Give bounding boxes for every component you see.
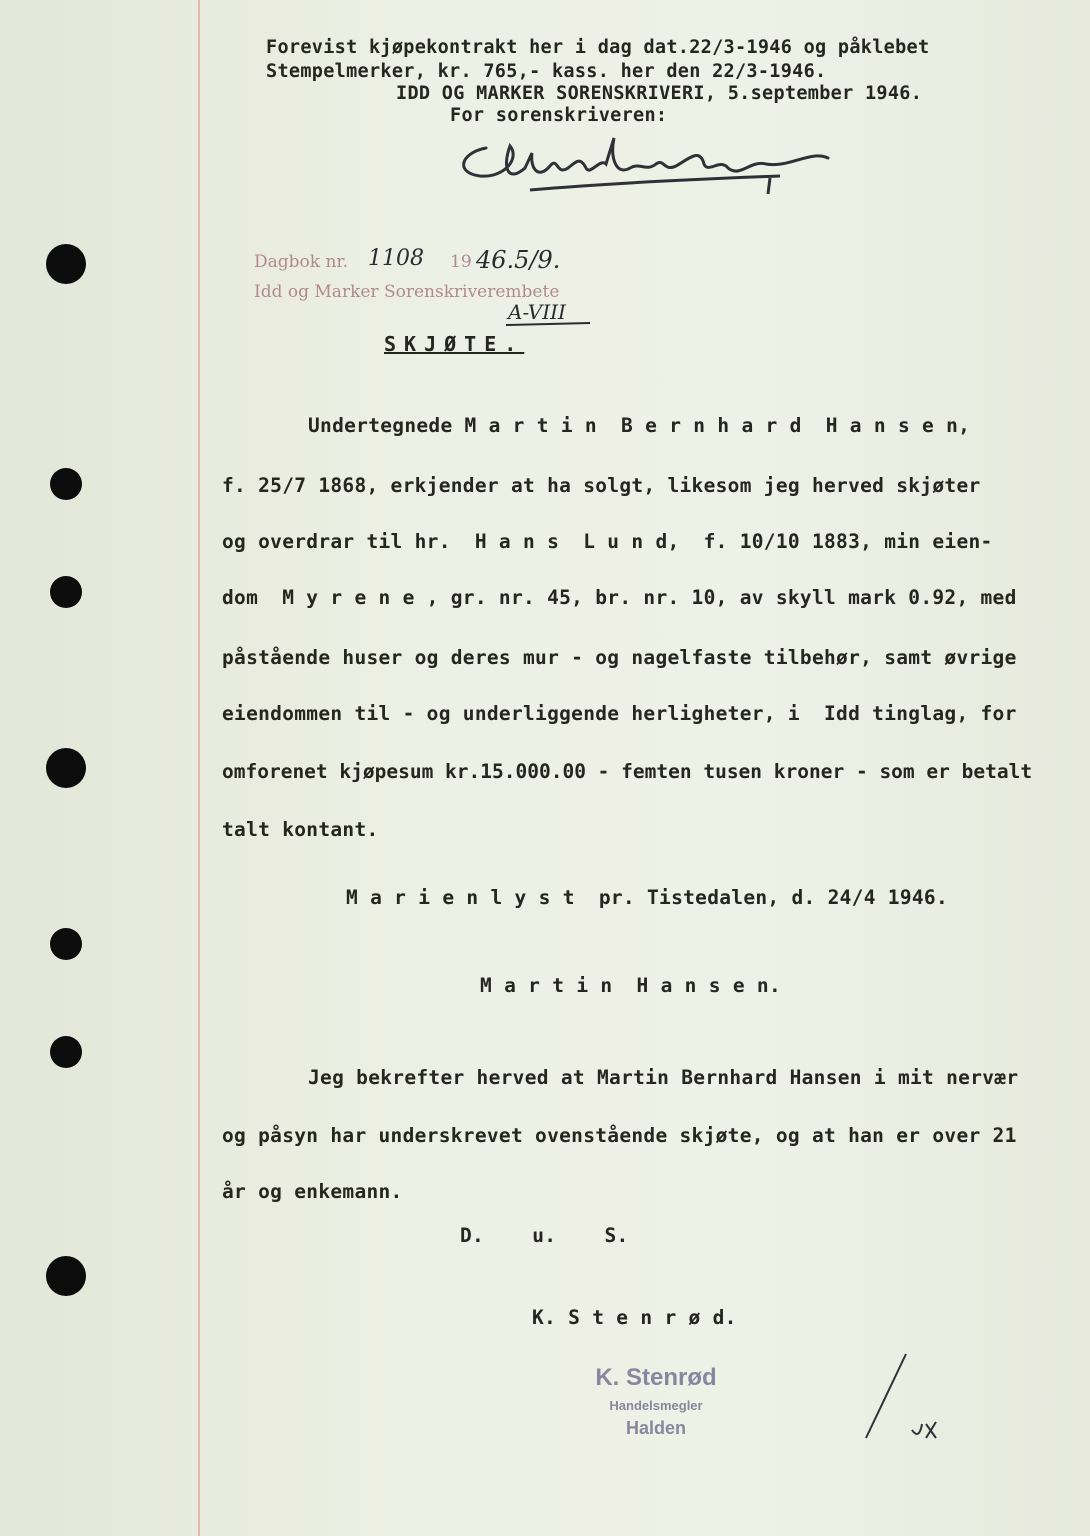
registrar-signature	[450, 128, 840, 208]
body-line-6: eiendommen til - og underliggende herligheter, i Idd tinglag, for	[222, 702, 1017, 725]
punch-hole	[50, 928, 82, 960]
punch-hole	[46, 748, 86, 788]
header-line-2: Stempelmerker, kr. 765,- kass. her den 22/3-1946.	[266, 61, 827, 82]
journal-year-prefix: 19	[450, 252, 472, 272]
punch-hole	[50, 1036, 82, 1068]
document-title: SKJØTE.	[384, 332, 525, 356]
punch-hole	[46, 1256, 86, 1296]
body-line-2: f. 25/7 1868, erkjender at ha solgt, likesom jeg herved skjøter	[222, 474, 981, 497]
witness-line-3: år og enkemann.	[222, 1180, 403, 1203]
header-line-1: Forevist kjøpekontrakt her i dag dat.22/3-1946 og påklebet	[266, 37, 930, 58]
punch-hole	[50, 468, 82, 500]
journal-office: Idd og Marker Sorenskriverembete	[254, 282, 560, 302]
seller-signature: M a r t i n H a n s e n.	[480, 974, 781, 997]
witness-line-1: Jeg bekrefter herved at Martin Bernhard Hansen i mit nervær	[308, 1066, 1019, 1089]
corner-initials-mark	[860, 1352, 960, 1452]
witness-signature: K. S t e n r ø d.	[532, 1306, 737, 1329]
bottom-stamp-line-2: Handelsmegler	[609, 1398, 703, 1413]
place-date: M a r i e n l y s t pr. Tistedalen, d. 24/4 1946.	[346, 886, 948, 909]
body-line-4: dom M y r e n e , gr. nr. 45, br. nr. 10, av skyll mark 0.92, med	[222, 586, 1017, 609]
punch-hole	[50, 576, 82, 608]
journal-date: 46.5/9.	[476, 246, 561, 274]
header-line-3: IDD OG MARKER SORENSKRIVERI, 5.september 1946.	[396, 83, 923, 104]
body-line-1: Undertegnede M a r t i n B e r n h a r d H a n s e n,	[308, 414, 971, 437]
body-line-7: omforenet kjøpesum kr.15.000.00 - femten tusen kroner - som er betalt	[222, 760, 1033, 783]
body-line-8: talt kontant.	[222, 818, 379, 841]
body-line-3: og overdrar til hr. H a n s L u n d, f. 10/10 1883, min eien-	[222, 530, 993, 553]
body-line-5: påstående huser og deres mur - og nagelfaste tilbehør, samt øvrige	[222, 646, 1017, 669]
punch-hole	[46, 244, 86, 284]
journal-number: 1108	[368, 246, 424, 271]
dus: D. u. S.	[460, 1224, 629, 1247]
journal-label: Dagbok nr.	[254, 252, 349, 272]
header-line-4: For sorenskriveren:	[450, 105, 668, 126]
bottom-stamp-line-1: K. Stenrød	[595, 1364, 717, 1391]
bottom-stamp-line-3: Halden	[625, 1418, 686, 1438]
margin-line	[198, 0, 200, 1536]
journal-code-underline	[506, 322, 596, 328]
journal-code: A-VIII	[508, 300, 566, 324]
witness-line-2: og påsyn har underskrevet ovenstående skjøte, og at han er over 21	[222, 1124, 1017, 1147]
